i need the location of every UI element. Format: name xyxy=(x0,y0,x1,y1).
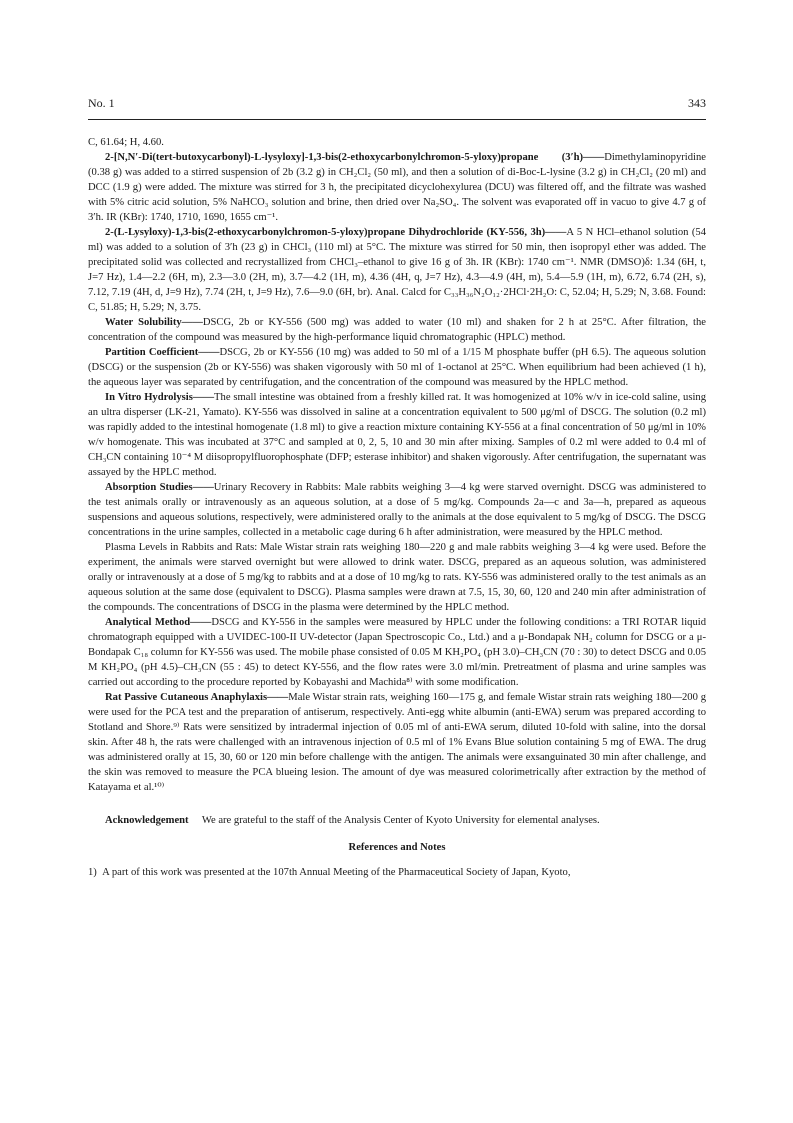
journal-issue: No. 1 xyxy=(88,96,115,110)
paragraph-synthesis-3h: 2-(L-Lysyloxy)-1,3-bis(2-ethoxycarbonylchromon-5-yloxy)propane Dihydrochloride (KY-556, 3h)——A 5 N HCl–ethanol solution (54 ml) was added to a solution of 3′h (23 g) in CHCl₃ (110 ml) at 5°C. The mixture was stirred for 50 min, then isopropyl ether was added. The precipitated solid was collected and recrystallized from CHCl₃–ethanol to give 16 g of 3h. IR (KBr): 1740 cm⁻¹. NMR (DMSO)δ: 1.34 (6H, t, J=7 Hz), 1.4—2.2 (6H, m), 2.3—3.0 (2H, m), 3.7—4.2 (1H, m), 4.36 (4H, q, J=7 Hz), 4.3—4.9 (4H, m), 5.4—5.9 (1H, m), 6.72, 6.74 (2H, s), 7.12, 7.19 (4H, d, J=9 Hz), 7.74 (2H, t, J=9 Hz), 7.6—9.0 (6H, br). Anal. Calcd for C₃₃H₃₆N₂O₁₂·2HCl·2H₂O: C, 52.04; H, 5.29; N, 3.68. Found: C, 51.85; H, 5.29; N, 3.75. xyxy=(88,227,706,313)
paragraph-plasma-levels: Plasma Levels in Rabbits and Rats: Male Wistar strain rats weighing 180—220 g and male rabbits weighing 3—4 kg were used. Before the experiment, the animals were starved overnight but were allowed to drink water. DSCG, prepared as an aqueous solution, was administered orally or intravenously at a dose of 5 mg/kg to rabbits and at a dose of 10 mg/kg to rats. KY-556 was administered orally to the test animals as an aqueous solution at the same dose (equivalent to DSCG). Plasma samples were drawn at 7.5, 15, 30, 60, 120 and 240 min after administration of the compounds. The concentrations of DSCG in the plasma were determined by the HPLC method. xyxy=(88,542,706,613)
section-heading: 2-[N,N′-Di(tert-butoxycarbonyl)-L-lysyloxy]-1,3-bis(2-ethoxycarbonylchromon-5-yloxy)propane (3′h)—— xyxy=(105,152,605,163)
section-heading: In Vitro Hydrolysis—— xyxy=(105,392,215,403)
header-rule xyxy=(88,119,706,120)
section-heading: Rat Passive Cutaneous Anaphylaxis—— xyxy=(105,692,289,703)
paragraph-synthesis-3h-prime: 2-[N,N′-Di(tert-butoxycarbonyl)-L-lysyloxy]-1,3-bis(2-ethoxycarbonylchromon-5-yloxy)propane (3′h)——Dimethylaminopyridine (0.38 g) was added to a stirred suspension of 2b (3.2 g) in CH₂Cl₂ (50 ml), and then a solution of di-Boc-L-lysine (3.2 g) in CH₂Cl₂ (20 ml) and DCC (1.9 g) were added. The mixture was stirred for 3 h, the precipitated dicyclohexylurea (DCU) was filtered off, and the filtrate was washed with 5% citric acid solution, 5% NaHCO₃ solution and brine, then dried over Na₂SO₄. The solvent was evaporated off in vacuo to give 4.7 g of 3′h. IR (KBr): 1740, 1710, 1690, 1655 cm⁻¹. xyxy=(88,152,706,223)
paragraph-analysis-end: C, 61.64; H, 4.60. xyxy=(88,137,164,148)
page-number: 343 xyxy=(688,96,706,110)
paragraph-partition-coefficient: Partition Coefficient——DSCG, 2b or KY-556 (10 mg) was added to 50 ml of a 1/15 M phosphate buffer (pH 6.5). The aqueous solution (DSCG) or the suspension (2b or KY-556) was shaken vigorously with 50 ml of 1-octanol at 25°C. When equilibrium had been achieved (1 h), the aqueous layer was separated by centrifugation, and the concentration of the compound was measured by the HPLC method. xyxy=(88,347,706,388)
acknowledgement: Acknowledgement We are grateful to the staff of the Analysis Center of Kyoto University for elemental analyses. xyxy=(105,815,600,826)
paragraph-absorption-studies: Absorption Studies——Urinary Recovery in Rabbits: Male rabbits weighing 3—4 kg were starved overnight. DSCG was administered to the test animals orally or intravenously as an aqueous solution, at a dose of 5 mg/kg. Compounds 2a—c and 3a—h, prepared as aqueous suspensions and aqueous solutions, respectively, were administered orally to the animals at the dose equivalent to 5 mg/kg of DSCG. The DSCG concentrations in the urine samples, collected in a metabolic cage during 6 h after administration, were measured by the HPLC method. xyxy=(88,482,706,538)
reference-item: 1) A part of this work was presented at the 107th Annual Meeting of the Pharmaceutical Society of Japan, Kyoto, xyxy=(88,867,571,878)
section-heading: Analytical Method—— xyxy=(105,617,212,628)
section-heading: Absorption Studies—— xyxy=(105,482,214,493)
paragraph-pca: Rat Passive Cutaneous Anaphylaxis——Male Wistar strain rats, weighing 160—175 g, and female Wistar strain rats weighing 180—200 g were used for the PCA test and the preparation of antiserum, respectively. Anti-egg white albumin (anti-EWA) serum was prepared according to Stotland and Shore.⁹⁾ Rats were sensitized by intradermal injection of 0.05 ml of anti-EWA serum, diluted 10-fold with saline, into the dorsal skin. After 48 h, the rats were challenged with an intravenous injection of 0.5 ml of 1% Evans Blue solution containing 5 mg of EWA. The drug was administered orally at 15, 30, 60 or 120 min before challenge with the antigen. The animals were exsanguinated 30 min after challenge, and the skin was removed to measure the PCA blueing lesion. The amount of dye was measured colorimetrically after extraction by the method of Katayama et al.¹⁰⁾ xyxy=(88,692,706,793)
section-heading: 2-(L-Lysyloxy)-1,3-bis(2-ethoxycarbonylchromon-5-yloxy)propane Dihydrochloride (KY-556, 3h)—— xyxy=(105,227,567,238)
paragraph-in-vitro-hydrolysis: In Vitro Hydrolysis——The small intestine was obtained from a freshly killed rat. It was homogenized at 10% w/v in ice-cold saline, using an ultra disperser (LK-21, Yamato). KY-556 was dissolved in saline at a concentration equivalent to 500 μg/ml of DSCG. The solution (0.2 ml) was rapidly added to the intestinal homogenate (1.8 ml) to give a reaction mixture containing KY-556 at a final concentration of 50 μg/ml in 10% w/v homogenate. This was incubated at 37°C and sampled at 0, 2, 5, 10 and 30 min after mixing. Samples of 0.2 ml were added to 0.4 ml of CH₃CN containing 10⁻⁴ M diisopropylfluorophosphate (DFP; esterase inhibitor) and shaken vigorously. After centrifugation, the supernatant was assayed by the HPLC method. xyxy=(88,392,706,478)
running-header xyxy=(88,94,706,114)
article-body xyxy=(88,135,706,880)
section-heading: Water Solubility—— xyxy=(105,317,203,328)
acknowledgement-heading: Acknowledgement xyxy=(105,815,189,826)
section-heading: Partition Coefficient—— xyxy=(105,347,220,358)
paragraph-analytical-method: Analytical Method——DSCG and KY-556 in the samples were measured by HPLC under the following conditions: a TRI ROTAR liquid chromatograph equipped with a UVIDEC-100-II UV-detector (Japan Spectroscopic Co., Ltd.) and a μ-Bondapak NH₂ column for DSCG or a μ-Bondapak C₁₈ column for KY-556 was used. The mobile phase consisted of 0.05 M KH₂PO₄ (pH 3.0)–CH₃CN (70 : 30) to detect DSCG and 0.05 M KH₂PO₄ (pH 4.5)–CH₃CN (55 : 45) to detect KY-556, and the flow rates were 3.0 ml/min. Pretreatment of plasma and urine samples was carried out according to the procedure reported by Kobayashi and Machida⁸⁾ with some modification. xyxy=(88,617,706,688)
references-heading: References and Notes xyxy=(348,842,446,853)
paragraph-water-solubility: Water Solubility——DSCG, 2b or KY-556 (500 mg) was added to water (10 ml) and shaken for 2 h at 25°C. After filtration, the concentration of the compound was measured by the high-performance liquid chromatographic (HPLC) method. xyxy=(88,317,706,343)
